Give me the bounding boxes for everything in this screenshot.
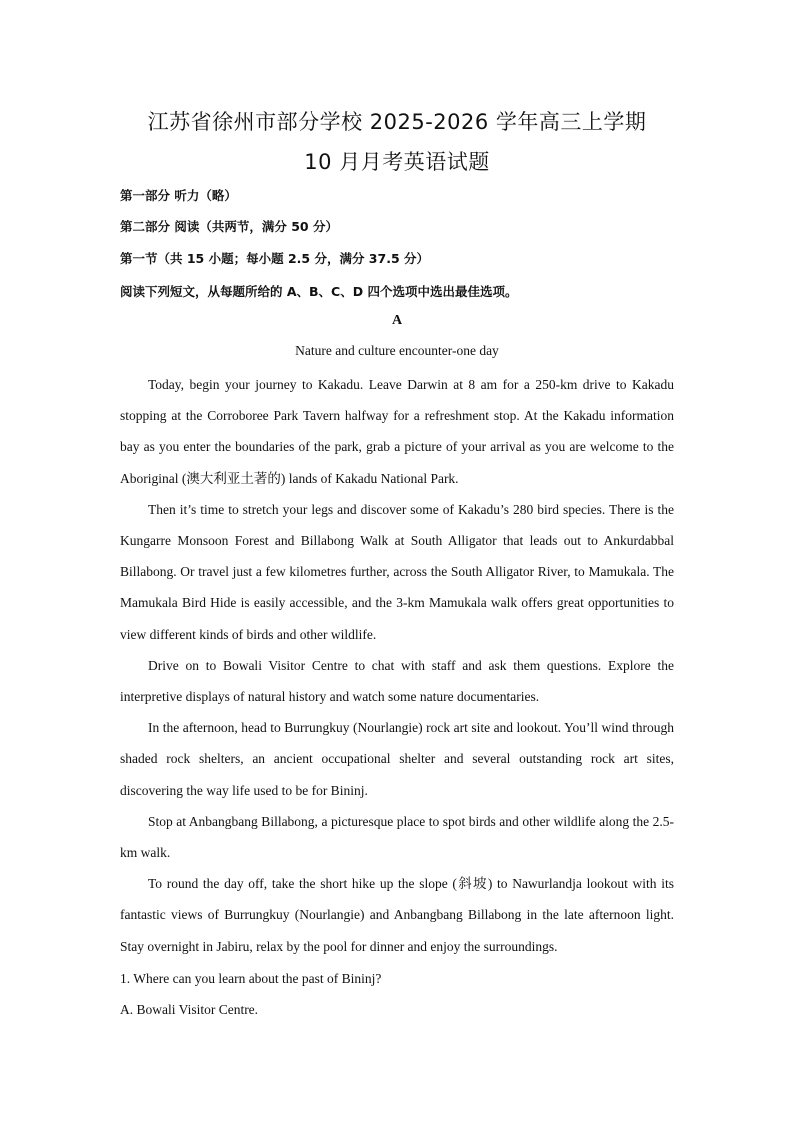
question-1: 1. Where can you learn about the past of Bininj? <box>120 971 382 986</box>
paragraph: Drive on to Bowali Visitor Centre to chat with staff and ask them questions. Explore the interpretive displays of natural history and watch some nature documentaries. <box>120 657 674 705</box>
paragraph: In the afternoon, head to Burrungkuy (Nourlangie) rock art site and lookout. You’ll wind through shaded rock shelters, an ancient occupational shelter and several outstanding rock art sites, discovering the way life used to be for Bininj. <box>120 720 674 798</box>
paragraph: Today, begin your journey to Kakadu. Leave Darwin at 8 am for a 250-km drive to Kakadu stopping at the Corroboree Park Tavern halfway for a refreshment stop. At the Kakadu information bay as you enter the boundaries of the park, grab a picture of your arrival as you are welcome to the Aboriginal (澳大利亚土著的) lands of Kakadu National Park. <box>120 377 674 486</box>
question-1-option-a: A. Bowali Visitor Centre. <box>120 1002 259 1018</box>
passage-letter: A <box>391 313 403 328</box>
part-one-heading: 第一部分 听力（略） <box>120 188 237 203</box>
passage-title: Nature and culture encounter-one day <box>295 343 499 358</box>
paragraph: To round the day off, take the short hike up the slope (斜坡) to Nawurlandja lookout with its fantastic views of Burrungkuy (Nourlangie) and Anbangbang Billabong in the late afternoon light. Stay overnight in Jabiru, relax by the pool for dinner and enjoy the surroundings. <box>120 876 674 954</box>
section-one-heading: 第一节（共 15 小题；每小题 2.5 分，满分 37.5 分） <box>120 251 429 266</box>
paragraph: Stop at Anbangbang Billabong, a picturesque place to spot birds and other wildlife along the 2.5-km walk. <box>120 813 674 861</box>
paragraph: Then it’s time to stretch your legs and discover some of Kakadu’s 280 bird species. There is the Kungarre Monsoon Forest and Billabong Walk at South Alligator that leads out to Ankurdabbal Billabong. Or travel just a few kilometres further, across the South Alligator River, to Mamukala. The Mamukala Bird Hide is easily accessible, and the 3-km Mamukala walk offers great opportunities to view different kinds of birds and other wildlife. <box>120 501 674 642</box>
document-title-line-1: 江苏省徐州市部分学校 2025-2026 学年高三上学期 <box>147 110 647 134</box>
document-title-line-2: 10 月月考英语试题 <box>304 150 490 174</box>
question-block <box>120 963 674 1025</box>
part-two-heading: 第二部分 阅读（共两节，满分 50 分） <box>120 219 338 234</box>
passage-body <box>120 369 674 962</box>
instruction-text: 阅读下列短文，从每题所给的 A、B、C、D 四个选项中选出最佳选项。 <box>120 284 518 299</box>
